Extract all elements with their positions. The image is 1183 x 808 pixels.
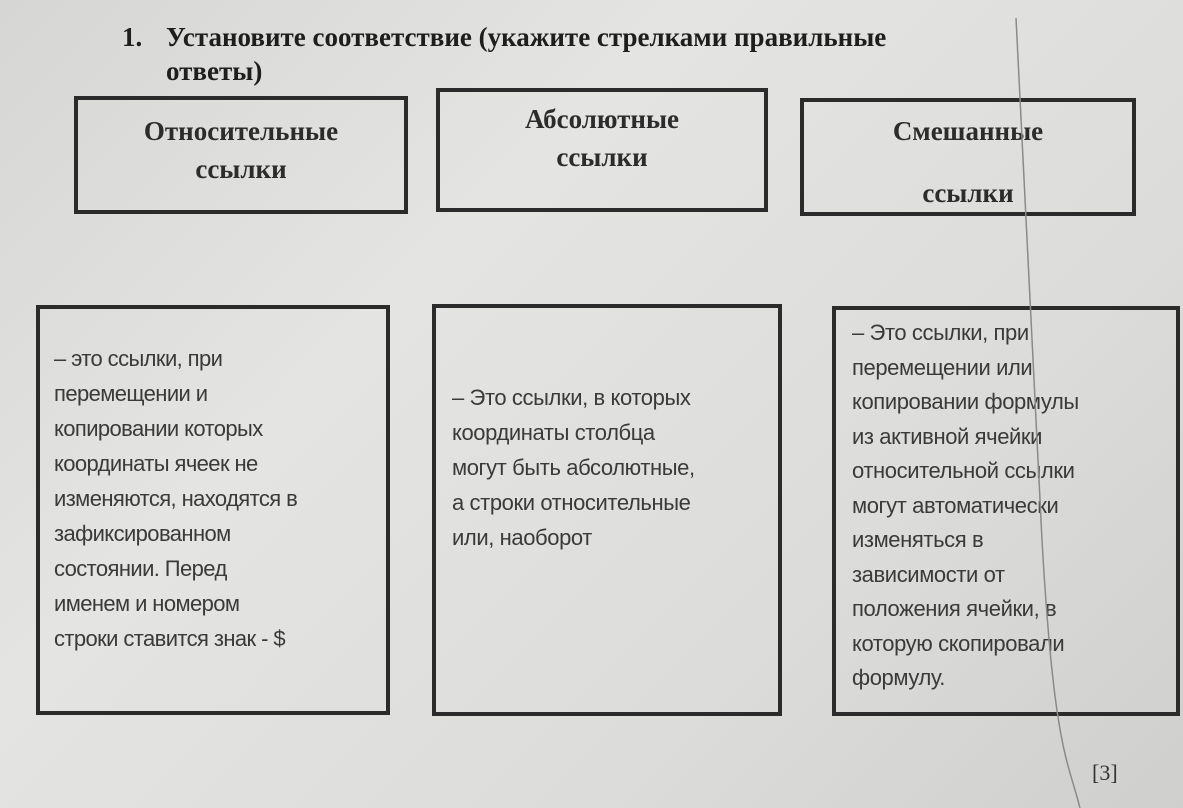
task-heading [122, 20, 1022, 88]
header-box-mixed[interactable] [800, 98, 1136, 216]
task-text-line1: Установите соответствие (укажите стрелками правильные [166, 22, 887, 52]
header-mixed-line2: ссылки [922, 178, 1014, 208]
definition-1-text: – это ссылки, при перемещении и копировании которых координаты ячеек не изменяются, находятся в зафиксированном состоянии. Перед именем и номером строки ставится знак - $ [54, 346, 298, 651]
definition-2-text: – Это ссылки, в которых координаты столбца могут быть абсолютные, а строки относительные или, наоборот [452, 385, 695, 550]
definition-box-2[interactable] [432, 304, 782, 716]
score-mark: [3] [1092, 760, 1118, 785]
header-relative-line2: ссылки [195, 154, 287, 184]
definition-box-3[interactable] [832, 306, 1180, 716]
header-absolute-line2: ссылки [556, 142, 648, 172]
definition-3-text: – Это ссылки, при перемещении или копировании формулы из активной ячейки относительной ссылки могут автоматически изменяться в зависимости от положения ячейки, в которую скопировали формулу. [852, 320, 1079, 690]
header-box-relative[interactable] [74, 96, 408, 214]
header-box-absolute[interactable] [436, 88, 768, 212]
header-absolute-line1: Абсолютные [524, 104, 680, 134]
header-relative-line1: Относительные [143, 116, 339, 146]
task-number: 1. [122, 22, 143, 52]
definition-box-1[interactable] [36, 305, 390, 715]
task-text-line2: ответы) [166, 56, 263, 86]
header-mixed-line1: Смешанные [892, 116, 1044, 146]
